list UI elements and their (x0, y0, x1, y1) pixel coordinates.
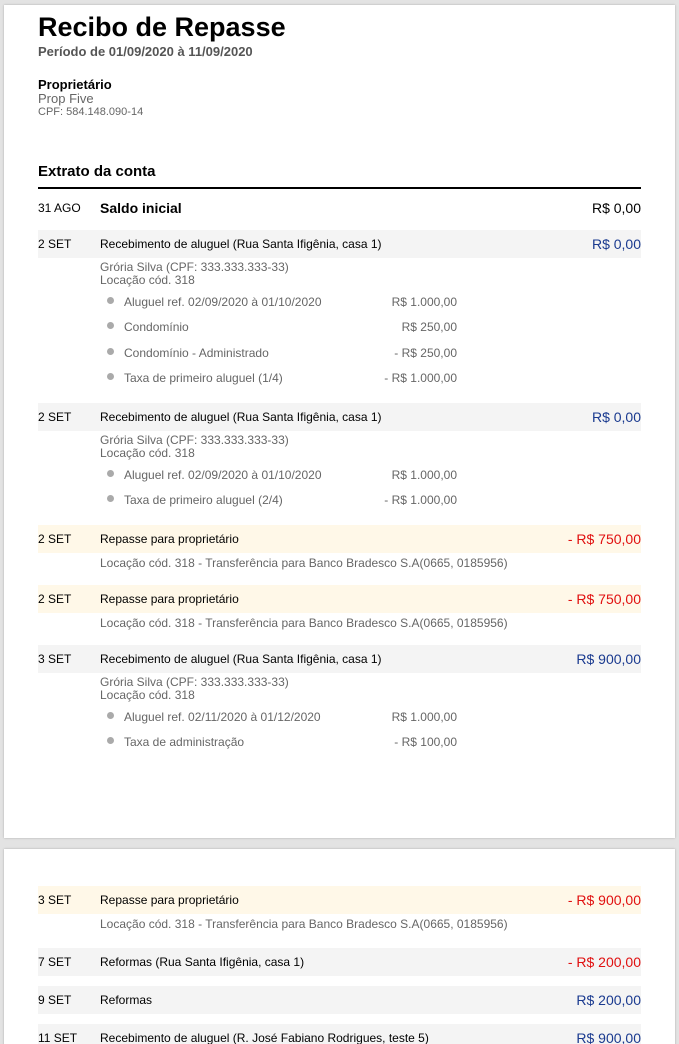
item-label: Condomínio (124, 320, 189, 335)
item-value: - R$ 1.000,00 (384, 371, 457, 386)
bullet-icon (107, 737, 114, 744)
entry-description: Repasse para proprietário (100, 893, 239, 907)
entry-contract: Locação cód. 318 (100, 688, 195, 702)
entry-transfer: Locação cód. 318 - Transferência para Banco Bradesco S.A(0665, 0185956) (100, 917, 508, 931)
entry-description: Repasse para proprietário (100, 532, 239, 546)
bullet-icon (107, 470, 114, 477)
entry-date: 31 AGO (38, 201, 81, 215)
item-value: - R$ 100,00 (394, 735, 457, 750)
entry-amount: - R$ 900,00 (567, 892, 641, 908)
entry-contract: Locação cód. 318 (100, 273, 195, 287)
entry-description: Reformas (100, 993, 153, 1007)
item-value: - R$ 1.000,00 (384, 493, 457, 508)
entry-tenant: Grória Silva (CPF: 333.333.333-33) (100, 260, 289, 274)
page-2-content (38, 886, 641, 1044)
item-value: R$ 250,00 (401, 320, 457, 335)
entry-date: 3 SET (38, 893, 72, 907)
entry-transfer: Locação cód. 318 - Transferência para Banco Bradesco S.A(0665, 0185956) (100, 616, 508, 630)
entry-transfer: Locação cód. 318 - Transferência para Banco Bradesco S.A(0665, 0185956) (100, 556, 508, 570)
item-value: - R$ 250,00 (394, 345, 457, 360)
entry-date: 2 SET (38, 592, 72, 606)
entry-description: Repasse para proprietário (100, 592, 239, 606)
entry-description: Reformas (Rua Santa Ifigênia, casa 1) (100, 955, 305, 969)
list-item (107, 289, 641, 315)
item-label: Aluguel ref. 02/09/2020 à 01/10/2020 (124, 294, 322, 309)
statement-title: Extrato da conta (38, 162, 641, 189)
table-row (38, 585, 641, 613)
entry-description: Recebimento de aluguel (Rua Santa Ifigênia, casa 1) (100, 410, 382, 424)
page-2 (4, 849, 675, 1044)
entry-date: 2 SET (38, 532, 72, 546)
entry-date: 2 SET (38, 237, 72, 251)
table-row (38, 645, 641, 673)
page-1-content (38, 5, 641, 755)
bullet-icon (107, 373, 114, 380)
list-item (107, 340, 641, 366)
item-label: Taxa de primeiro aluguel (1/4) (124, 371, 283, 386)
item-label: Aluguel ref. 02/09/2020 à 01/10/2020 (124, 467, 322, 482)
table-row (38, 986, 641, 1014)
entry-description: Recebimento de aluguel (R. José Fabiano Rodrigues, teste 5) (100, 1031, 429, 1044)
list-item (107, 462, 641, 488)
entry-amount: - R$ 750,00 (567, 531, 641, 547)
entry-tenant: Grória Silva (CPF: 333.333.333-33) (100, 675, 289, 689)
entry-tenant: Grória Silva (CPF: 333.333.333-33) (100, 433, 289, 447)
table-row (38, 525, 641, 553)
list-item (107, 366, 641, 392)
entry-date: 9 SET (38, 993, 72, 1007)
entry-amount: R$ 0,00 (591, 200, 641, 216)
page-1 (4, 5, 675, 838)
entry-description: Recebimento de aluguel (Rua Santa Ifigênia, casa 1) (100, 652, 382, 666)
period-label: Período de 01/09/2020 à 11/09/2020 (38, 44, 253, 59)
initial-balance-row (38, 194, 641, 222)
entry-amount: R$ 0,00 (591, 409, 641, 425)
owner-cpf: CPF: 584.148.090-14 (38, 106, 144, 118)
bullet-icon (107, 495, 114, 502)
entry-amount: R$ 0,00 (591, 236, 641, 252)
entry-items (38, 704, 641, 755)
entry-items (38, 289, 641, 391)
item-label: Aluguel ref. 02/11/2020 à 01/12/2020 (124, 709, 321, 724)
entry-amount: R$ 200,00 (576, 992, 641, 1008)
list-item (107, 315, 641, 341)
item-value: R$ 1.000,00 (391, 294, 457, 309)
entry-amount: R$ 900,00 (576, 651, 641, 667)
list-item (107, 704, 641, 730)
list-item (107, 488, 641, 514)
owner-info (38, 77, 641, 119)
item-label: Condomínio - Administrado (124, 345, 269, 360)
bullet-icon (107, 297, 114, 304)
bullet-icon (107, 348, 114, 355)
table-row (38, 230, 641, 258)
owner-heading: Proprietário (38, 77, 112, 92)
entry-amount: R$ 900,00 (576, 1030, 641, 1044)
table-row (38, 948, 641, 976)
item-value: R$ 1.000,00 (391, 709, 457, 724)
entry-date: 3 SET (38, 652, 72, 666)
table-row (38, 886, 641, 914)
bullet-icon (107, 712, 114, 719)
table-row (38, 1024, 641, 1044)
page-title: Recibo de Repasse (38, 12, 286, 42)
list-item (107, 730, 641, 756)
entry-items (38, 462, 641, 513)
entry-amount: - R$ 750,00 (567, 591, 641, 607)
bullet-icon (107, 322, 114, 329)
entry-description: Saldo inicial (100, 200, 182, 216)
item-label: Taxa de primeiro aluguel (2/4) (124, 493, 283, 508)
entry-contract: Locação cód. 318 (100, 446, 195, 460)
entry-date: 7 SET (38, 955, 72, 969)
entry-date: 11 SET (38, 1031, 78, 1044)
item-label: Taxa de administração (124, 735, 245, 750)
entry-description: Recebimento de aluguel (Rua Santa Ifigênia, casa 1) (100, 237, 382, 251)
item-value: R$ 1.000,00 (391, 467, 457, 482)
table-row (38, 403, 641, 431)
entry-amount: - R$ 200,00 (567, 954, 641, 970)
entry-date: 2 SET (38, 410, 72, 424)
owner-name: Prop Five (38, 91, 94, 106)
